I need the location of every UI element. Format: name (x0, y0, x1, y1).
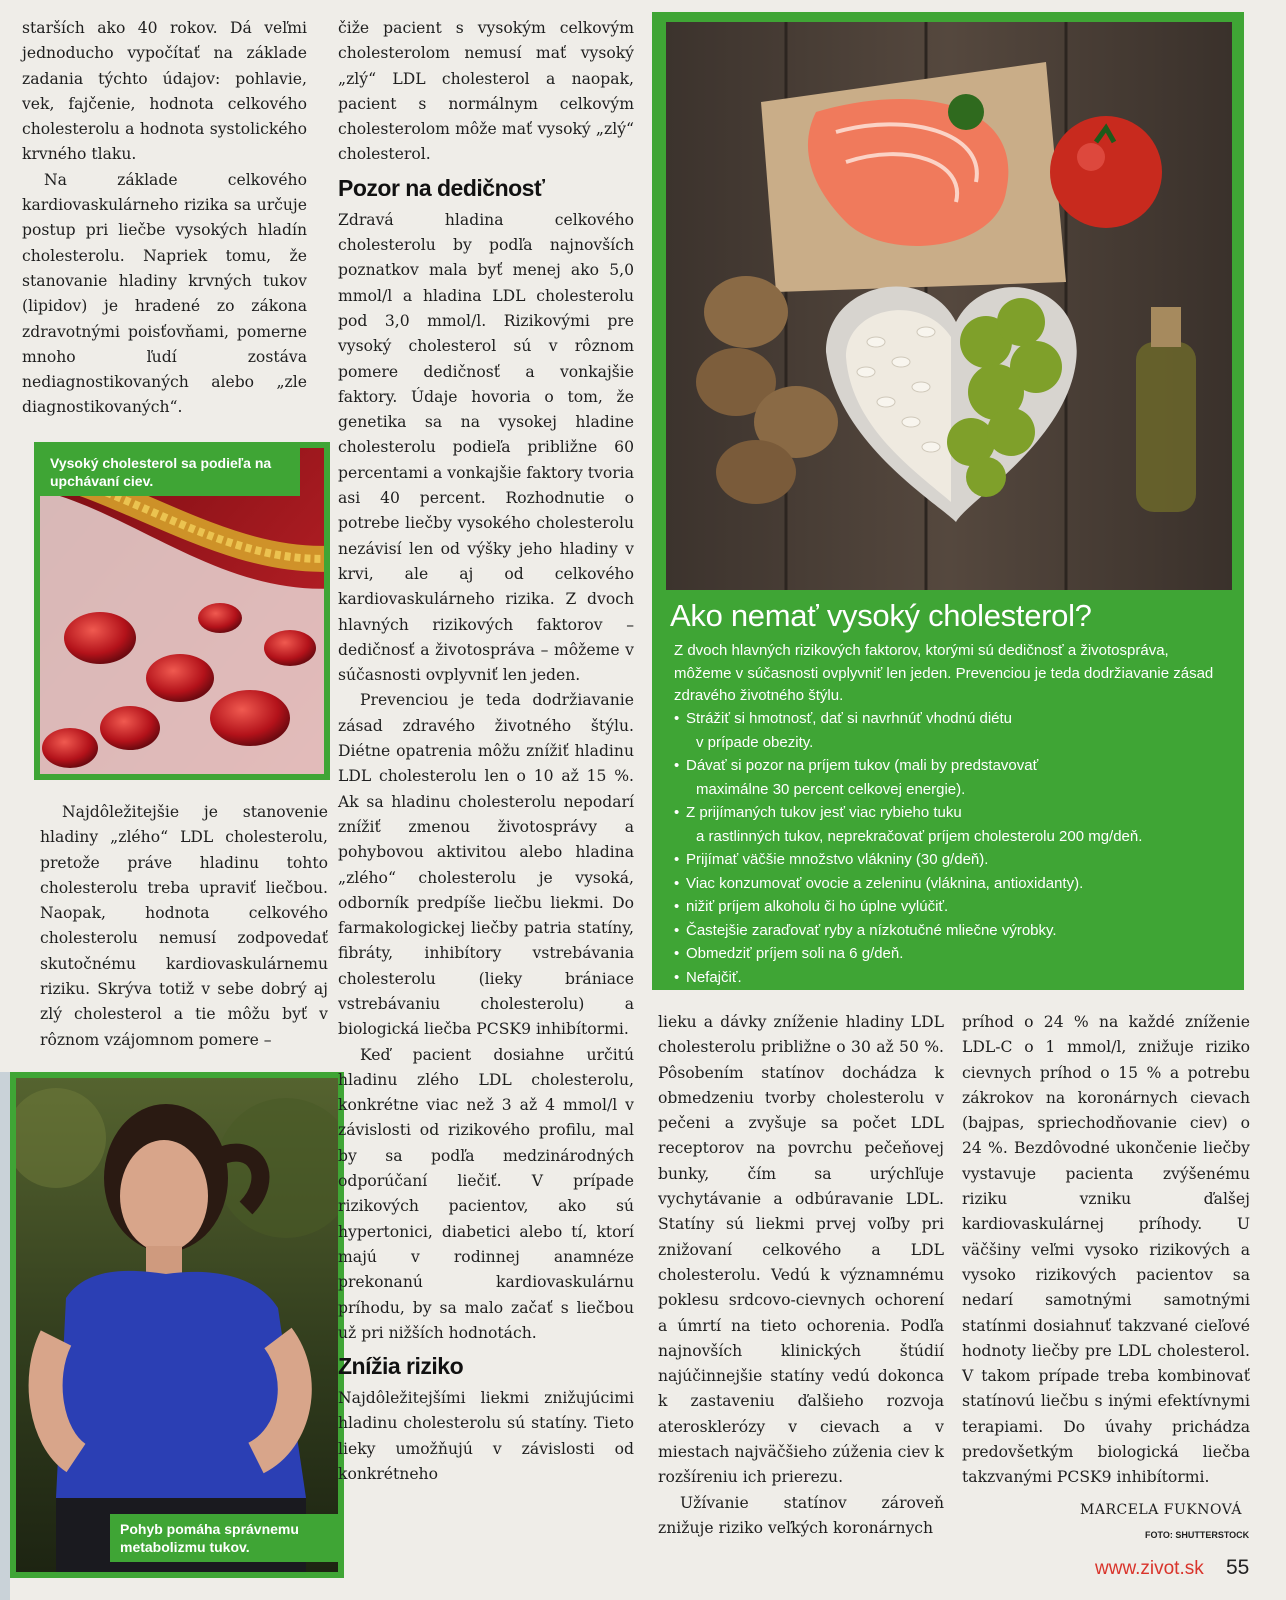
author-name: MARCELA FUKNOVÁ (1080, 1502, 1242, 1518)
list-item: • Strážiť si hmotnosť, dať si navrhnúť vhodnú diétu v prípade obezity. (674, 707, 1234, 754)
list-item: • Viac konzumovať ovocie a zeleninu (vláknina, antioxidanty). (674, 872, 1234, 896)
food-photo (666, 22, 1232, 590)
vessel-photo-caption: Vysoký cholesterol sa podieľa na upchávaní ciev. (40, 448, 300, 496)
col3-paragraph-2: Užívanie statínov zároveň znižuje riziko veľkých koronárnych (658, 1493, 944, 1537)
food-illustration (666, 22, 1232, 590)
prevention-list (674, 707, 1234, 989)
list-item: • Z prijímaných tukov jesť viac rybieho tuku a rastlinných tukov, neprekračovať príjem cholesterolu 200 mg/deň. (674, 801, 1234, 848)
info-box-title: Ako nemať vysoký cholesterol? (670, 598, 1092, 633)
list-item: • Nefajčiť. (674, 966, 1234, 990)
col3-paragraph-1: lieku a dávky zníženie hladiny LDL cholesterolu približne o 30 až 50 %. Pôsobením statínov dochádza k obmedzeniu tvorby cholesterolu v pečeni a zvyšuje sa počet LDL receptorov na povrchu pečeňovej bunky, čím sa urýchľuje vychytávanie a odbúravanie LDL. Statíny sú liekmi prvej voľby pri znižovaní celkového a LDL cholesterolu. Vedú k významnému poklesu srdcovo-cievnych ochorení a úmrtí na tieto ochorenia. Podľa najnovších klinických štúdií najúčinnejšie statíny vedú dokonca k zastaveniu ďalšieho rozvoja aterosklerózy v cievach a v miestach najväčšieho zúženia ciev k rozšíreniu ich prierezu. (658, 1013, 944, 1487)
column-1-bottom (40, 800, 328, 1053)
runner-photo (10, 1072, 344, 1578)
heading-reduce-risk: Znížia riziko (338, 1353, 464, 1380)
page-number: 55 (1226, 1556, 1250, 1579)
column-1-top (22, 16, 307, 421)
left-edge-strip (0, 1072, 10, 1600)
column-2 (338, 16, 634, 1487)
column-4 (962, 1010, 1250, 1491)
heading-heredity: Pozor na dedičnosť (338, 174, 545, 201)
col1-paragraph-2: Na základe celkového kardiovaskulárneho rizika sa určuje postup pri liečbe vysokých hladín cholesterolu. Napriek tomu, že stanovanie hladiny krvných tukov (lipidov) je hradené zo zákona zdravotnými poisťovňami, pomerne mnoho ľudí zostáva nediagnostikovaných alebo „zle diagnostikovaných“. (22, 170, 307, 417)
col4-paragraph-1: príhod o 24 % na každé zníženie LDL-C o 1 mmol/l, znižuje riziko cievnych príhod o 15 % a potrebu zákrokov na koronárnych cievach (bajpas, spriechodňovanie ciev) o 24 %. Bezdôvodné ukončenie liečby vystavuje pacienta zvýšenému riziku vzniku ďalšej kardiovaskulárnej príhody. U väčšiny veľmi vysoko rizikových a vysoko rizikových pacientov sa nedarí samotnými samotnými statínmi dosiahnuť takzvané cieľové hodnoty liečby pre LDL cholesterol. V takom prípade treba kombinovať statínovú liečbu s inými efektívnymi terapiami. Do úvahy prichádza predovšetkým biologická liečba takzvanými PCSK9 inhibítormi. (962, 1013, 1250, 1487)
website-link[interactable]: www.zivot.sk (1095, 1558, 1204, 1579)
runner-photo-caption: Pohyb pomáha správnemu metabolizmu tukov. (110, 1514, 342, 1562)
col2-paragraph-2: Zdravá hladina celkového cholesterolu by podľa najnovších poznatkov mala byť menej ako 5,0 mmol/l a hladina LDL cholesterolu pod 3,0 mmol/l. Rizikovými pre vysoký cholesterol sú v rôznom pomere dedičnosť a vonkajšie faktory. Údaje hovoria o tom, že genetika sa na vysokej hladine cholesterolu podieľa približne 60 percentami a vonkajšie faktory tvoria asi 40 percent. Rozhodnutie o potrebe liečby vysokého cholesterolu nezávisí len od výšky jeho hladiny v krvi, ale aj od celkového kardiovaskulárneho rizika. Z dvoch hlavných rizikových faktorov – dedičnosť a životospráva – môžeme v súčasnosti ovplyvniť len jeden. (338, 210, 634, 685)
photo-credit: FOTO: SHUTTERSTOCK (1145, 1530, 1250, 1540)
list-item: • Prijímať väčšie množstvo vlákniny (30 g/deň). (674, 848, 1234, 872)
col2-paragraph-5: Najdôležitejšími liekmi znižujúcimi hladinu cholesterolu sú statíny. Tieto lieky umožňujú v závislosti od konkrétneho (338, 1389, 634, 1484)
list-item: • Častejšie zaraďovať ryby a nízkotučné mliečne výrobky. (674, 919, 1234, 943)
col2-paragraph-1: čiže pacient s vysokým celkovým cholesterolom nemusí mať vysoký „zlý“ LDL cholesterol a naopak, pacient s normálnym celkovým cholesterolom môže mať vysoký „zlý“ cholesterol. (338, 19, 634, 164)
info-box-intro: Z dvoch hlavných rizikových faktorov, ktorými sú dedičnosť a životospráva, môžeme v súčasnosti ovplyvniť len jeden. Prevenciou je teda dodržiavanie zásad zdravého životného štýlu. (674, 642, 1214, 704)
runner-illustration (16, 1078, 338, 1572)
blood-vessel-illustration (40, 448, 324, 774)
list-item: • Obmedziť príjem soli na 6 g/deň. (674, 942, 1234, 966)
col2-paragraph-3: Prevenciou je teda dodržiavanie zásad zdravého životného štýlu. Diétne opatrenia môžu znížiť hladinu LDL cholesterolu len o 10 až 15 %. Ak sa hladinu cholesterolu nepodarí znížiť zmenou životosprávy a pohybovou aktivitou alebo hladina „zlého“ cholesterolu je vysoká, odborník predpíše liečbu liekmi. Do farmakologickej liečby patria statíny, fibráty, inhibítory vstrebávania cholesterolu (lieky brániace vstrebávaniu cholesterolu) a biologická liečba PCSK9 inhibítormi. (338, 691, 634, 1039)
list-item: • Dávať si pozor na príjem tukov (mali by predstavovať maximálne 30 percent celkovej energie). (674, 754, 1234, 801)
col2-paragraph-4: Keď pacient dosiahne určitú hladinu zlého LDL cholesterolu, konkrétne viac než 3 až 4 mmol/l v závislosti od rizikového profilu, mal by sa podľa medzinárodných odporúčaní liečiť. V prípade rizikových pacientov, ako sú hypertonici, diabetici alebo tí, ktorí majú v rodinnej anamnéze prekonanú kardiovaskulárnu príhodu, by sa malo začať s liečbou už pri nižších hodnotách. (338, 1045, 634, 1342)
col1-paragraph-3: Najdôležitejšie je stanovenie hladiny „zlého“ LDL cholesterolu, pretože práve hladinu tohto cholesterolu treba upraviť liečbou. Naopak, hodnota celkového cholesterolu nemusí zodpovedať skutočnému kardiovaskulárnemu riziku. Skrýva totiž v sebe dobrý aj zlý cholesterol a tie môžu byť v rôznom vzájomnom pomere – (40, 803, 328, 1049)
col1-paragraph-1: starších ako 40 rokov. Dá veľmi jednoducho vypočítať na základe zadania týchto údajov: pohlavie, vek, fajčenie, hodnota celkového cholesterolu a hodnota systolického krvného tlaku. (22, 19, 307, 164)
info-box (652, 12, 1244, 990)
list-item: • nižiť príjem alkoholu či ho úplne vylúčiť. (674, 895, 1234, 919)
column-3 (658, 1010, 944, 1541)
